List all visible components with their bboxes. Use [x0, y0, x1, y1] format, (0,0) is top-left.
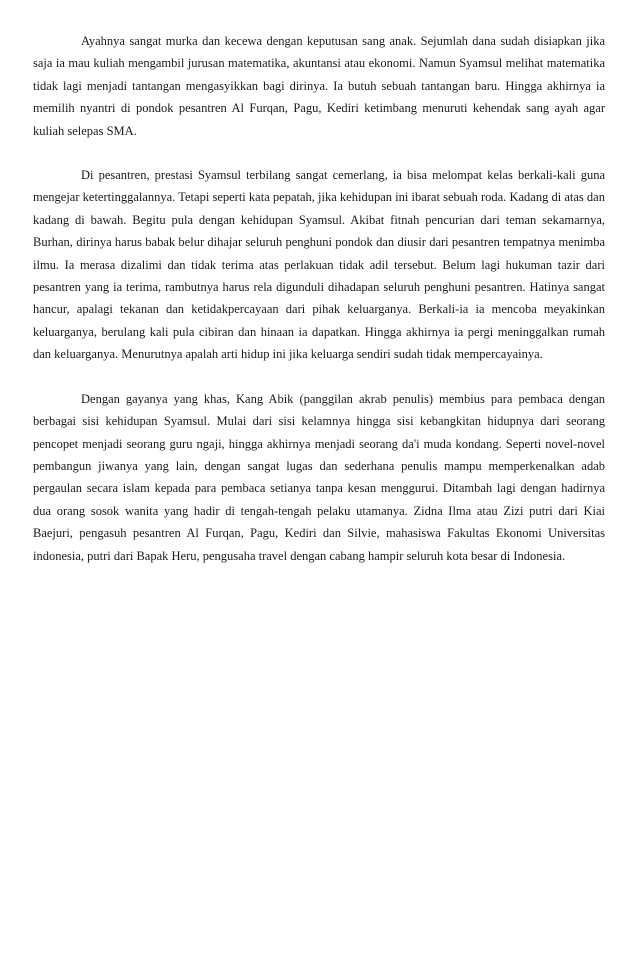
document-page — [33, 30, 605, 567]
paragraph-author-style: Dengan gayanya yang khas, Kang Abik (panggilan akrab penulis) membius para pembaca dengan berbagai sisi kehidupan Syamsul. Mulai dari sisi kelamnya hingga sisi kebangkitan hidupnya dari seorang pencopet menjadi seorang guru ngaji, hingga akhirnya menjadi seorang da'i muda kondang. Seperti novel-novel pembangun jiwanya yang lain, dengan sangat lugas dan sederhana penulis mampu memperkenalkan adab pergaulan secara islam kepada para pembaca setianya tanpa kesan menggurui. Ditambah lagi dengan hadirnya dua orang sosok wanita yang hadir di tengah-tengah pelaku utamanya. Zidna Ilma atau Zizi putri dari Kiai Baejuri, pengasuh pesantren Al Furqan, Pagu, Kediri dan Silvie, mahasiswa Fakultas Ekonomi Universitas indonesia, putri dari Bapak Heru, pengusaha travel dengan cabang hampir seluruh kota besar di Indonesia. — [33, 391, 605, 563]
paragraph-father-disappointment: Ayahnya sangat murka dan kecewa dengan keputusan sang anak. Sejumlah dana sudah disiapkan jika saja ia mau kuliah mengambil jurusan matematika, akuntansi atau ekonomi. Namun Syamsul melihat matematika tidak lagi menjadi tantangan mengasyikkan bagi dirinya. Ia butuh sebuah tantangan baru. Hingga akhirnya ia memilih nyantri di pondok pesantren Al Furqan, Pagu, Kediri ketimbang menuruti kehendak sang ayah agar kuliah selepas SMA. — [33, 34, 605, 138]
paragraph-pesantren-life: Di pesantren, prestasi Syamsul terbilang sangat cemerlang, ia bisa melompat kelas berkali-kali guna mengejar ketertinggalannya. Tetapi seperti kata pepatah, jika kehidupan ini ibarat sebuah roda. Kadang di atas dan kadang di bawah. Begitu pula dengan kehidupan Syamsul. Akibat fitnah pencurian dari teman sekamarnya, Burhan, dirinya harus babak belur dihajar seluruh penghuni pondok dan diusir dari pesantren tempatnya menimba ilmu. Ia merasa dizalimi dan tidak terima atas perlakuan tidak adil tersebut. Belum lagi hukuman tazir dari pesantren yang ia terima, rambutnya harus rela digunduli dihadapan seluruh penghuni pesantren. Hatinya sangat hancur, apalagi tekanan dan ketidakpercayaan dari pihak keluarganya. Berkali-ia ia mencoba meyakinkan keluarganya, berulang kali pula cibiran dan hinaan ia dapatkan. Hingga akhirnya ia pergi meninggalkan rumah dan keluarganya. Menurutnya apalah arti hidup ini jika keluarga sendiri sudah tidak mempercayainya. — [33, 168, 605, 362]
